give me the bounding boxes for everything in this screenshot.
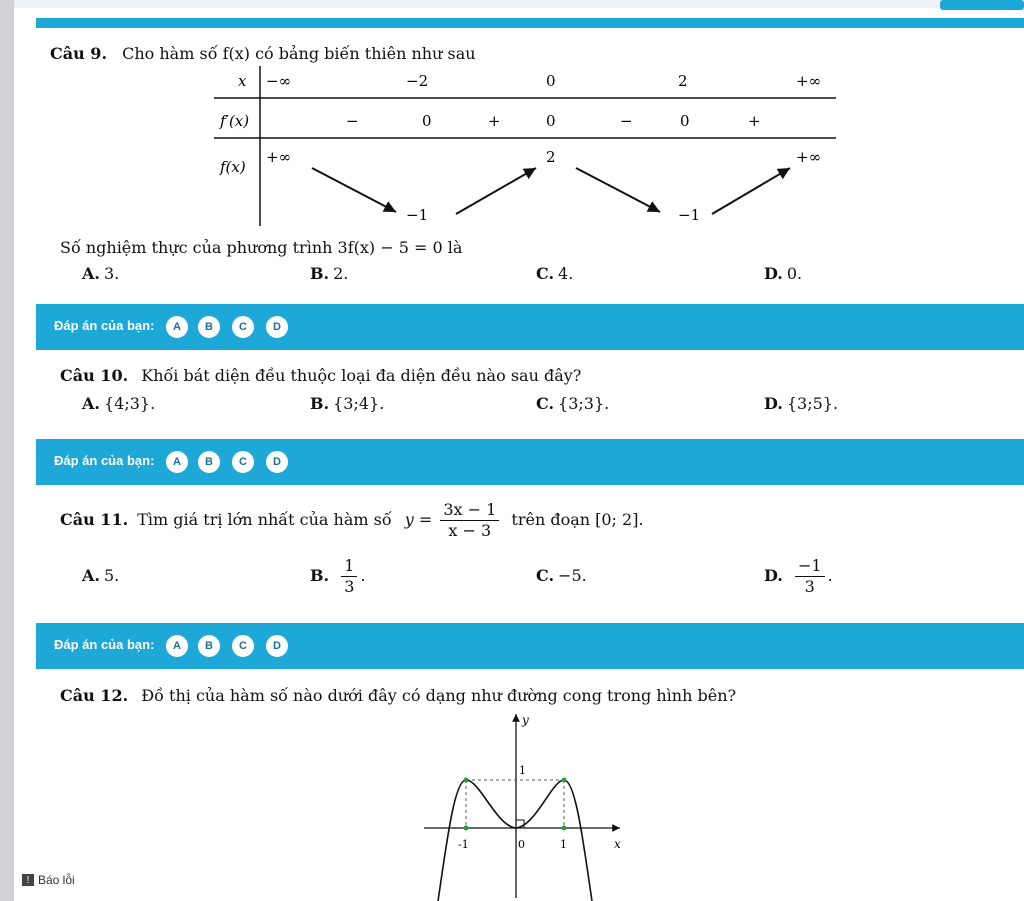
q9-choice-b[interactable]: B: [198, 316, 220, 338]
q9-option-b: B. 2.: [310, 264, 349, 283]
tbl-arrow-2: [456, 168, 536, 214]
q11-option-d: D. $\frac{-1}{3}$ .: [764, 556, 833, 596]
q11-choice-d[interactable]: D: [266, 635, 288, 657]
tbl-arrow-1: [312, 168, 396, 212]
q10-choice-d[interactable]: D: [266, 451, 288, 473]
tbl-f-2: 2: [546, 148, 556, 166]
tbl-fp-4: −: [620, 112, 633, 130]
tbl-f-1: −1: [406, 206, 429, 224]
report-error-button[interactable]: [22, 873, 75, 887]
q9-choice-d[interactable]: D: [266, 316, 288, 338]
graph-tick-y1: 1: [519, 764, 526, 777]
q10-choice-a[interactable]: A: [166, 451, 188, 473]
tbl-f-0: +∞: [266, 148, 292, 166]
q9-title: Câu 9.: [50, 44, 108, 63]
graph-tick-zero: 0: [518, 838, 525, 851]
tbl-x-1: −2: [406, 72, 429, 90]
q11-y-eq: y =: [404, 510, 433, 529]
q9-question: Số nghiệm thực của phương trình 3f(x) − 5 = 0 là: [60, 238, 463, 257]
q11-frac-den: x − 3: [448, 521, 492, 540]
q11-text-after: trên đoạn [0; 2].: [511, 510, 644, 529]
q9-choice-c[interactable]: C: [232, 316, 254, 338]
tbl-x-2: 0: [546, 72, 556, 90]
q10-choice-c[interactable]: C: [232, 451, 254, 473]
graph-point-max-right: [562, 778, 567, 783]
q10-choice-b[interactable]: B: [198, 451, 220, 473]
graph-x-label: x: [614, 837, 621, 851]
q9-answer-bar: [36, 304, 1024, 350]
tbl-fp-label: f′(x): [220, 112, 250, 130]
q12-text: Đồ thị của hàm số nào dưới đây có dạng như đường cong trong hình bên?: [141, 686, 737, 705]
tbl-x-4: +∞: [796, 72, 822, 90]
q10-heading: [60, 366, 581, 385]
tbl-f-4: +∞: [796, 148, 822, 166]
q10-option-c: C. {3;3}.: [536, 394, 610, 413]
q10-answer-bar: [36, 439, 1024, 485]
alert-icon: !: [22, 874, 34, 886]
report-label: Báo lỗi: [38, 873, 75, 887]
graph-point-x-pos1: [562, 826, 567, 831]
graph-point-x-neg1: [464, 826, 469, 831]
q11-heading: [60, 500, 644, 541]
q10-option-a: A. {4;3}.: [82, 394, 156, 413]
q12-title: Câu 12.: [60, 686, 129, 705]
finish-button[interactable]: [940, 0, 1024, 10]
answer-label: Đáp án của bạn:: [54, 318, 155, 333]
top-bar: [36, 18, 1024, 28]
left-gutter: [0, 0, 14, 901]
q9-variation-table: [200, 64, 850, 234]
q11-choice-c[interactable]: C: [232, 635, 254, 657]
graph-point-max-left: [464, 778, 469, 783]
answer-label: Đáp án của bạn:: [54, 637, 155, 652]
tbl-fp-0: −: [346, 112, 359, 130]
q9-option-a: A. 3.: [82, 264, 120, 283]
q11-option-b: B. $\frac{1}{3}$ .: [310, 556, 366, 596]
q11-text-before: Tìm giá trị lớn nhất của hàm số: [137, 510, 392, 529]
top-strip: [0, 0, 1024, 8]
q9-heading: [50, 44, 476, 63]
answer-label: Đáp án của bạn:: [54, 453, 155, 468]
q11-choice-a[interactable]: A: [166, 635, 188, 657]
tbl-x-0: −∞: [266, 72, 292, 90]
graph-tick-pos1: 1: [560, 838, 567, 851]
q9-choice-a[interactable]: A: [166, 316, 188, 338]
tbl-fp-2: +: [488, 112, 501, 130]
tbl-x-label: x: [238, 72, 247, 90]
q11-answer-bar: [36, 623, 1024, 669]
q12-heading: [60, 686, 736, 705]
q11-frac-num: 3x − 1: [440, 500, 499, 521]
tbl-arrow-4: [712, 168, 790, 214]
q9-option-c: C. 4.: [536, 264, 574, 283]
tbl-x-3: 2: [678, 72, 688, 90]
q11-choice-b[interactable]: B: [198, 635, 220, 657]
q11-option-a: A. 5.: [82, 566, 120, 585]
q10-option-d: D. {3;5}.: [764, 394, 839, 413]
q10-text: Khối bát diện đều thuộc loại đa diện đều nào sau đây?: [141, 366, 582, 385]
tbl-fp-6: +: [748, 112, 761, 130]
q11-option-c: C. −5.: [536, 566, 587, 585]
graph-y-label: y: [522, 713, 529, 727]
tbl-f-3: −1: [678, 206, 701, 224]
graph-tick-neg1: -1: [458, 838, 469, 851]
tbl-arrow-3: [576, 168, 660, 212]
tbl-fp-3: 0: [546, 112, 556, 130]
q10-title: Câu 10.: [60, 366, 129, 385]
q11-title: Câu 11.: [60, 510, 129, 529]
q10-option-b: B. {3;4}.: [310, 394, 385, 413]
tbl-f-label: f(x): [220, 158, 246, 176]
q12-graph: [420, 708, 630, 901]
q9-option-d: D. 0.: [764, 264, 803, 283]
q9-text: Cho hàm số f(x) có bảng biến thiên như sau: [122, 44, 476, 63]
tbl-fp-5: 0: [680, 112, 690, 130]
tbl-fp-1: 0: [422, 112, 432, 130]
q11-fraction: [440, 500, 499, 541]
